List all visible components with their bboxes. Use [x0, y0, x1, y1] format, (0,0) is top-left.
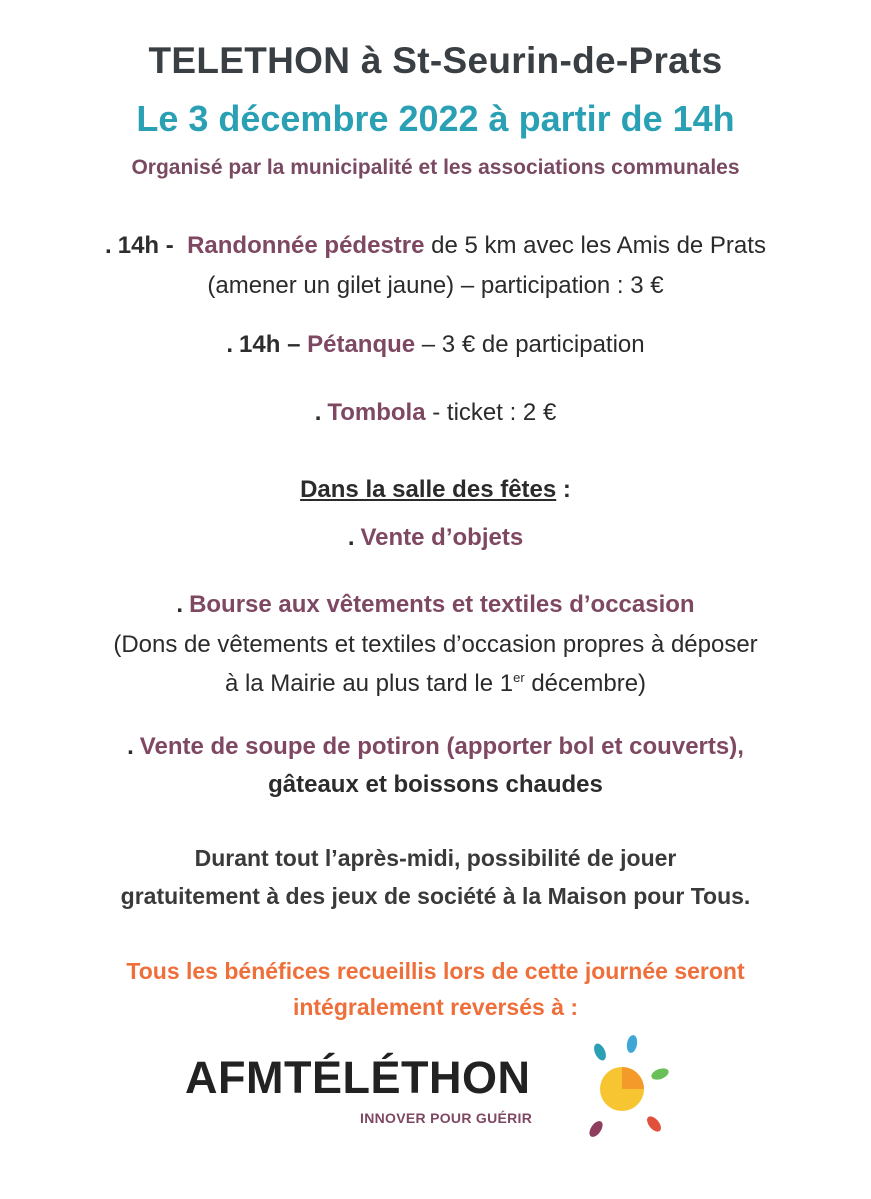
- bourse-note-1: (Dons de vêtements et textiles d’occasion propres à déposer: [113, 631, 758, 658]
- rando-note: (amener un gilet jaune) – participation : 3 €: [207, 272, 664, 299]
- petanque-name: Pétanque: [307, 331, 416, 358]
- bourse-title: Bourse aux vêtements et textiles d’occasion: [189, 591, 695, 618]
- petanque-desc: – 3 € de participation: [415, 331, 645, 358]
- bourse-note-2b: décembre): [524, 670, 647, 697]
- bullet-dot: .: [347, 524, 355, 551]
- sun-icon: [580, 1034, 680, 1144]
- bullet-dot: .: [105, 232, 112, 259]
- tombola-line: [0, 399, 871, 427]
- soupe-line-2: gâteaux et boissons chaudes: [268, 771, 603, 798]
- jeux-line-2: gratuitement à des jeux de société à la Maison pour Tous.: [120, 883, 751, 909]
- salle-heading-suffix: :: [556, 476, 571, 503]
- soupe-text-1: Vente de soupe de potiron (apporter bol et couverts),: [139, 733, 744, 760]
- benefices-line-2: intégralement reversés à :: [292, 994, 579, 1020]
- bourse-note-2a: à la Mairie au plus tard le 1: [224, 670, 514, 697]
- vente-objets: Vente d’objets: [360, 524, 524, 551]
- event-date: Le 3 décembre 2022 à partir de 14h: [136, 98, 735, 139]
- logo-wordmark: AFMTÉLÉTHON: [185, 1052, 531, 1103]
- rando-time: 14h -: [117, 232, 174, 259]
- rando-line: [0, 232, 871, 260]
- bourse-note-2sup: er: [513, 670, 525, 685]
- afm-telethon-logo: [185, 1034, 685, 1144]
- bourse-note-2: [0, 670, 871, 698]
- bullet-dot: .: [176, 591, 184, 618]
- rando-desc: de 5 km avec les Amis de Prats: [424, 232, 766, 259]
- salle-heading: Dans la salle des fêtes: [300, 476, 557, 503]
- bullet-dot: .: [226, 331, 234, 358]
- rando-name: Randonnée pédestre: [187, 232, 425, 259]
- bourse-line: [0, 591, 871, 619]
- bullet-dot: .: [314, 399, 322, 426]
- flyer-title: TELETHON à St-Seurin-de-Prats: [148, 40, 723, 81]
- organizer-line: Organisé par la municipalité et les associations communales: [131, 156, 740, 179]
- benefices-line-1: Tous les bénéfices recueillis lors de cette journée seront: [126, 958, 745, 984]
- logo-tagline: INNOVER POUR GUÉRIR: [360, 1110, 533, 1126]
- bullet-dot: .: [127, 733, 134, 760]
- jeux-line-1: Durant tout l’après-midi, possibilité de jouer: [194, 845, 677, 871]
- petanque-line: [0, 331, 871, 359]
- tombola-desc: - ticket : 2 €: [425, 399, 557, 426]
- vente-objets-line: [0, 524, 871, 552]
- tombola-name: Tombola: [327, 399, 426, 426]
- petanque-time: 14h –: [239, 331, 301, 358]
- salle-heading-line: [0, 476, 871, 504]
- soupe-line-1: [0, 733, 871, 761]
